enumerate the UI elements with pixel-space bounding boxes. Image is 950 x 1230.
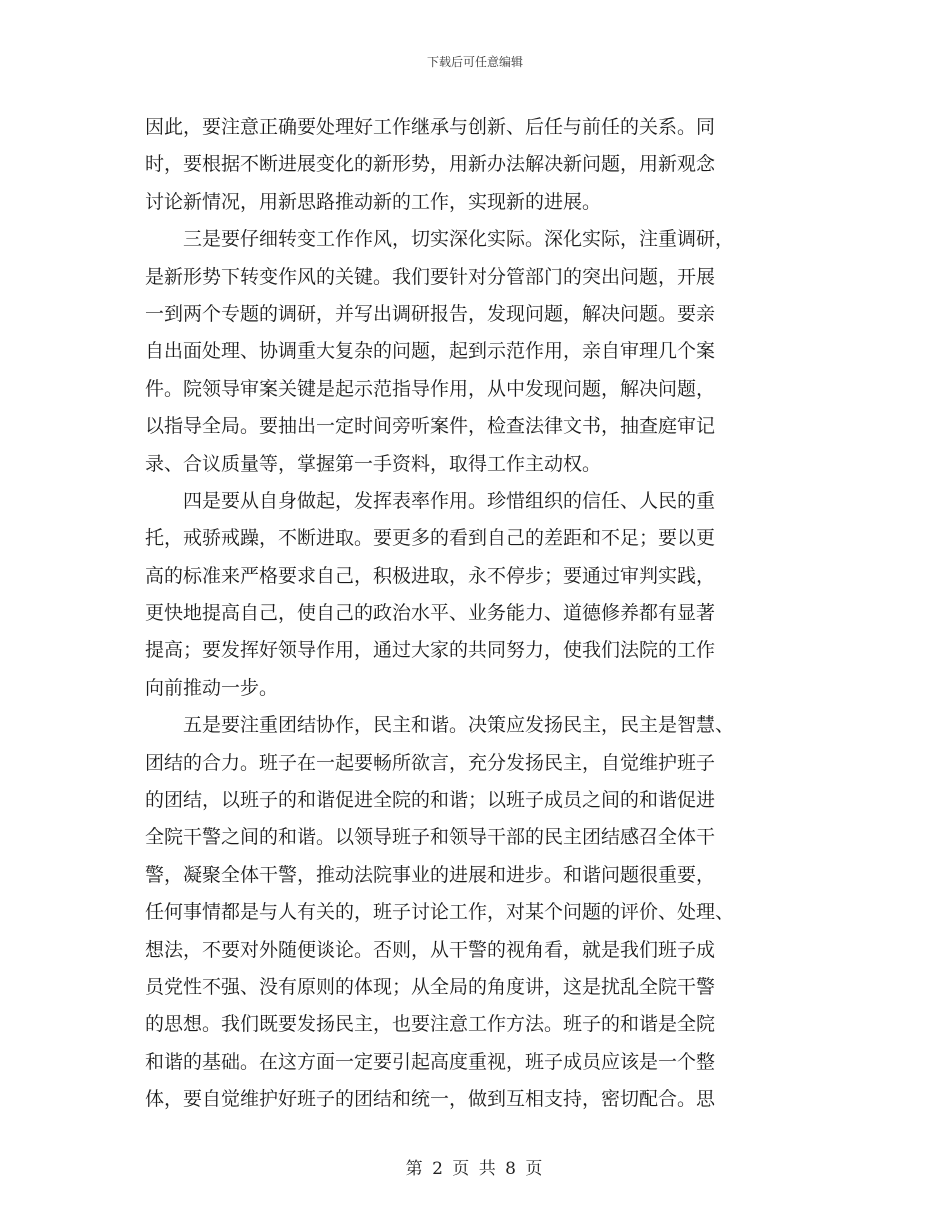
- page-header: 下载后可任意编辑: [426, 55, 523, 69]
- text-line: 的思想。我们既要发扬民主，也要注意工作方法。班子的和谐是全院: [145, 1013, 716, 1036]
- text-line: 录、合议质量等，掌握第一手资料，取得工作主动权。: [145, 452, 602, 475]
- text-line: 以指导全局。要抽出一定时间旁听案件，检查法律文书，抽查庭审记: [145, 415, 716, 438]
- text-line: 警，凝聚全体干警，推动法院事业的进展和进步。和谐问题很重要，: [145, 863, 716, 886]
- text-line: 员党性不强、没有原则的体现；从全局的角度讲，这是扰乱全院干警: [145, 975, 716, 998]
- text-line: 是新形势下转变作风的关键。我们要针对分管部门的突出问题，开展: [145, 265, 716, 288]
- paragraph-first-line: 三是要仔细转变工作作风，切实深化实际。深化实际，注重调研，: [183, 228, 735, 251]
- document-body: [145, 109, 795, 1119]
- text-line: 讨论新情况，用新思路推动新的工作，实现新的进展。: [145, 190, 602, 213]
- text-line: 自出面处理、协调重大复杂的问题，起到示范作用，亲自审理几个案: [145, 340, 716, 363]
- text-line: 的团结，以班子的和谐促进全院的和谐；以班子成员之间的和谐促进: [145, 789, 716, 812]
- text-line: 和谐的基础。在这方面一定要引起高度重视，班子成员应该是一个整: [145, 1050, 716, 1073]
- text-line: 一到两个专题的调研，并写出调研报告，发现问题，解决问题。要亲: [145, 302, 716, 325]
- paragraph-first-line: 四是要从自身做起，发挥表率作用。珍惜组织的信任、人民的重: [183, 489, 716, 512]
- text-line: 团结的合力。班子在一起要畅所欲言，充分发扬民主，自觉维护班子: [145, 751, 716, 774]
- text-line: 全院干警之间的和谐。以领导班子和领导干部的民主团结感召全体干: [145, 826, 716, 849]
- text-line: 时，要根据不断进展变化的新形势，用新办法解决新问题，用新观念: [145, 153, 716, 176]
- text-line: 因此，要注意正确要处理好工作继承与创新、后任与前任的关系。同: [145, 116, 716, 138]
- text-line: 提高；要发挥好领导作用，通过大家的共同努力，使我们法院的工作: [145, 639, 716, 662]
- text-line: 向前推动一步。: [145, 676, 279, 699]
- paragraph-first-line: 五是要注重团结协作，民主和谐。决策应发扬民主，民主是智慧、: [183, 714, 735, 737]
- text-line: 想法，不要对外随便谈论。否则，从干警的视角看，就是我们班子成: [145, 938, 716, 961]
- text-line: 更快地提高自己，使自己的政治水平、业务能力、道德修养都有显著: [145, 602, 716, 625]
- text-line: 托，戒骄戒躁，不断进取。要更多的看到自己的差距和不足；要以更: [145, 527, 716, 550]
- page-number: 第 2 页 共 8 页: [405, 1159, 545, 1179]
- text-line: 体，要自觉维护好班子的团结和统一，做到互相支持，密切配合。思: [145, 1088, 716, 1111]
- text-line: 件。院领导审案关键是起示范指导作用，从中发现问题，解决问题，: [145, 377, 716, 400]
- text-line: 高的标准来严格要求自己，积极进取，永不停步；要通过审判实践，: [145, 564, 716, 587]
- text-line: 任何事情都是与人有关的，班子讨论工作，对某个问题的评价、处理、: [145, 901, 735, 924]
